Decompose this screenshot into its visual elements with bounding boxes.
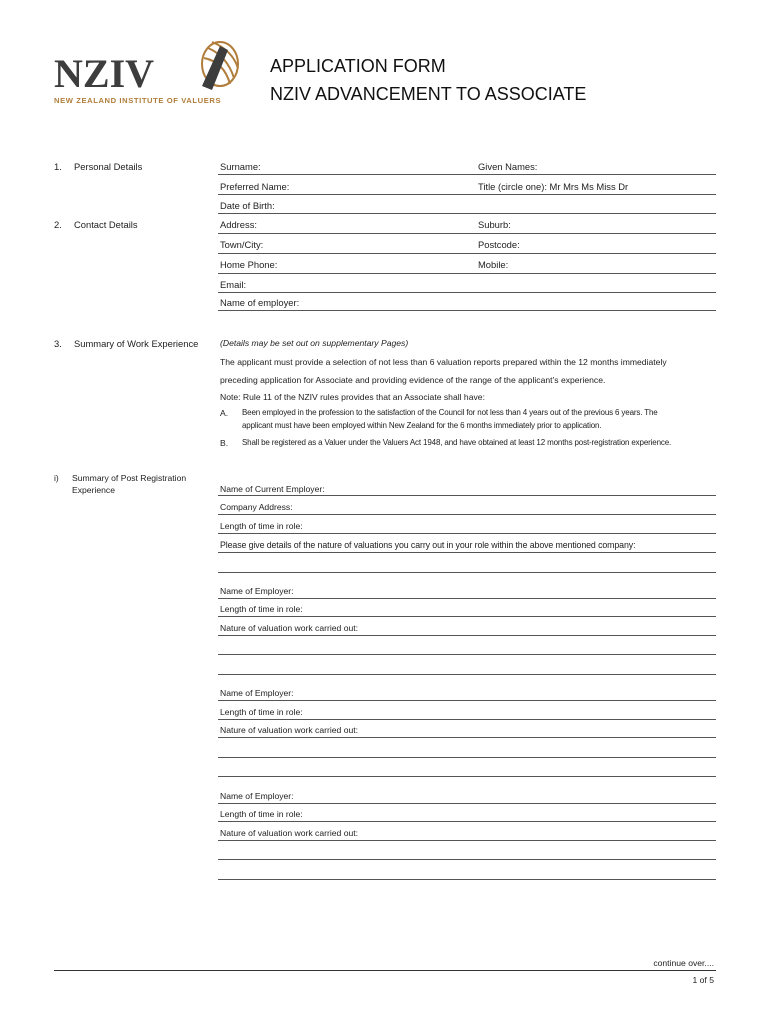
page-title-line1: APPLICATION FORM	[270, 56, 446, 76]
nature-field-2a[interactable]	[218, 737, 716, 738]
nature-field-3b[interactable]	[218, 859, 716, 860]
section3-number: 3.	[54, 338, 62, 349]
postcode-label: Postcode:	[478, 239, 520, 250]
nature-field-1c[interactable]	[218, 674, 716, 675]
nature-field-1a[interactable]	[218, 635, 716, 636]
employer-field-3[interactable]	[218, 803, 716, 804]
details-field-2[interactable]	[218, 572, 716, 573]
nature-label-1: Nature of valuation work carried out:	[220, 623, 359, 633]
nature-field-2c[interactable]	[218, 776, 716, 777]
length-field-2[interactable]	[218, 719, 716, 720]
page-title-line2: NZIV ADVANCEMENT TO ASSOCIATE	[270, 84, 587, 104]
section3-label: Summary of Work Experience	[74, 338, 199, 349]
item-a-letter: A.	[220, 408, 229, 418]
dob-label: Date of Birth:	[220, 200, 275, 211]
length-time-field[interactable]	[218, 533, 716, 534]
address-field[interactable]	[218, 233, 716, 234]
suburb-label: Suburb:	[478, 219, 511, 230]
title-label: Title (circle one): Mr Mrs Ms Miss Dr	[478, 181, 629, 192]
employer-field[interactable]	[218, 310, 716, 311]
preferred-name-label: Preferred Name:	[220, 181, 290, 192]
requirement-line2: preceding application for Associate and providing evidence of the range of the applicant’s experience.	[220, 375, 606, 385]
supplementary-note: (Details may be set out on supplementary Pages)	[220, 338, 409, 348]
item-a-line2: applicant must have been employed within New Zealand for the 6 months immediately prior to application.	[242, 421, 602, 430]
surname-field[interactable]	[218, 174, 716, 175]
length-field-3[interactable]	[218, 821, 716, 822]
company-address-field[interactable]	[218, 514, 716, 515]
length-label-2: Length of time in role:	[220, 707, 303, 717]
current-employer-field[interactable]	[218, 495, 716, 496]
company-address-label: Company Address:	[220, 502, 293, 512]
logo-subtitle: NEW ZEALAND INSTITUTE OF VALUERS	[54, 96, 222, 105]
item-b-letter: B.	[220, 438, 229, 448]
employer-label-1: Name of Employer:	[220, 586, 294, 596]
nature-field-1b[interactable]	[218, 654, 716, 655]
details-prompt: Please give details of the nature of valuations you carry out in your role within the above mentioned company:	[220, 540, 636, 550]
employer-label: Name of employer:	[220, 297, 300, 308]
dob-field[interactable]	[218, 213, 716, 214]
surname-label: Surname:	[220, 161, 261, 172]
town-field[interactable]	[218, 253, 716, 254]
nature-label-2: Nature of valuation work carried out:	[220, 725, 359, 735]
section1-label: Personal Details	[74, 161, 143, 172]
employer-field-1[interactable]	[218, 598, 716, 599]
length-label-3: Length of time in role:	[220, 809, 303, 819]
item-b-line1: Shall be registered as a Valuer under the Valuers Act 1948, and have obtained at least 12 months post-registration experience.	[242, 438, 672, 447]
nature-label-3: Nature of valuation work carried out:	[220, 828, 359, 838]
home-phone-label: Home Phone:	[220, 259, 278, 270]
page-number: 1 of 5	[692, 975, 714, 985]
employer-field-2[interactable]	[218, 700, 716, 701]
continue-over: continue over....	[653, 958, 714, 968]
footer-divider	[54, 970, 716, 971]
employer-label-3: Name of Employer:	[220, 791, 294, 801]
length-field-1[interactable]	[218, 616, 716, 617]
length-label-1: Length of time in role:	[220, 604, 303, 614]
section2-label: Contact Details	[74, 219, 138, 230]
mobile-label: Mobile:	[478, 259, 509, 270]
nature-field-3a[interactable]	[218, 840, 716, 841]
nature-field-2b[interactable]	[218, 757, 716, 758]
employer-label-2: Name of Employer:	[220, 688, 294, 698]
nature-field-3c[interactable]	[218, 879, 716, 880]
email-label: Email:	[220, 279, 247, 290]
logo-wordmark: NZIV	[54, 51, 155, 96]
given-names-label: Given Names:	[478, 161, 538, 172]
item-a-line1: Been employed in the profession to the satisfaction of the Council for not less than 4 years out of the previous 6 years. The	[242, 408, 658, 417]
address-label: Address:	[220, 219, 257, 230]
details-field-1[interactable]	[218, 552, 716, 553]
current-employer-label: Name of Current Employer:	[220, 484, 325, 494]
town-label: Town/City:	[220, 239, 264, 250]
sub-i-number: i)	[54, 473, 59, 483]
sub-i-label-line1: Summary of Post Registration	[72, 473, 187, 483]
requirement-line1: The applicant must provide a selection of not less than 6 valuation reports prepared within the 12 months immediately	[220, 357, 667, 367]
email-field[interactable]	[218, 292, 716, 293]
preferred-name-field[interactable]	[218, 194, 716, 195]
rule-note: Note: Rule 11 of the NZIV rules provides that an Associate shall have:	[220, 392, 485, 402]
sub-i-label-line2: Experience	[72, 485, 115, 495]
home-phone-field[interactable]	[218, 273, 716, 274]
section1-number: 1.	[54, 161, 62, 172]
section2-number: 2.	[54, 219, 62, 230]
length-time-label: Length of time in role:	[220, 521, 303, 531]
